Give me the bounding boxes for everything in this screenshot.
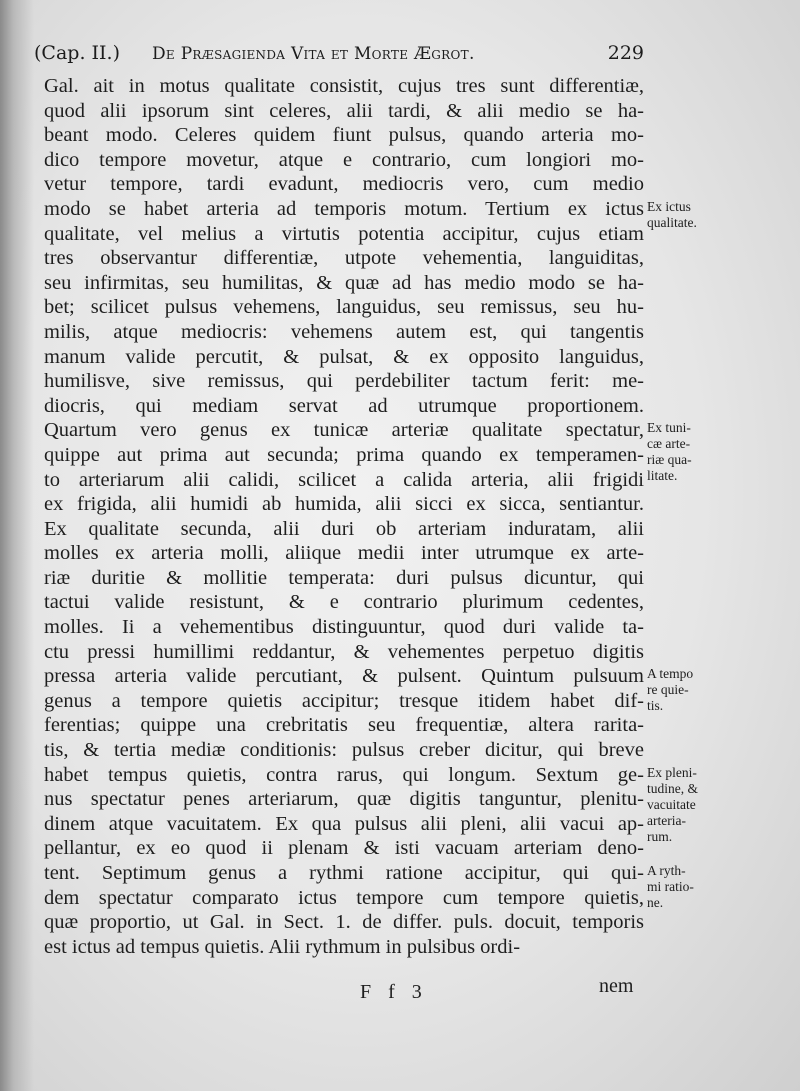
marginal-note-line: litate. xyxy=(647,468,678,484)
marginal-note-line: rum. xyxy=(647,828,673,844)
chapter-reference: (Cap. II.) xyxy=(34,42,120,64)
text-line: manum valide percutit, & pulsat, & ex opposito languidus, xyxy=(44,345,644,368)
text-line: quæ proportio, ut Gal. in Sect. 1. de differ. puls. docuit, temporis xyxy=(44,911,644,934)
signature-mark: F f 3 xyxy=(360,981,428,1003)
marginal-note xyxy=(647,420,787,484)
body-text xyxy=(44,74,644,959)
text-line: habet tempus quietis, contra rarus, qui longum. Sextum ge- xyxy=(44,763,644,786)
marginal-note-line: qualitate. xyxy=(647,215,697,230)
text-line: riæ duritie & mollitie temperata: duri pulsus dicuntur, qui xyxy=(44,566,644,589)
text-line: tent. Septimum genus a rythmi ratione accipitur, qui qui- xyxy=(44,862,644,884)
text-line: ex frigida, alii humidi ab humida, alii sicci ex sicca, sentiantur. xyxy=(44,493,644,516)
text-line: dinem atque vacuitatem. Ex qua pulsus alii pleni, alii vacui ap- xyxy=(44,812,644,835)
text-line: molles ex arteria molli, aliique medii inter utrumque ex arte- xyxy=(44,542,644,565)
text-line: modo se habet arteria ad temporis motum. Tertium ex ictus xyxy=(44,197,644,220)
text-line: Quartum vero genus ex tunicæ arteriæ qualitate spectatur, xyxy=(44,419,644,442)
marginal-note-line: vacuitate xyxy=(647,796,696,812)
text-line: humilisve, sive remissus, qui perdebiliter tactum ferit: me- xyxy=(44,370,644,393)
marginal-note-line: arteria- xyxy=(647,812,686,828)
marginal-note-line: mi ratio- xyxy=(647,879,694,895)
text-line: quod alii ipsorum sint celeres, alii tardi, & alii medio se ha- xyxy=(44,99,644,122)
text-line: qualitate, vel melius a virtutis potentia accipitur, cujus etiam xyxy=(44,222,644,245)
text-line: pressa arteria valide percutiant, & pulsent. Quintum pulsuum xyxy=(44,665,644,688)
text-line: est ictus ad tempus quietis. Alii rythmum in pulsibus ordi- xyxy=(44,935,521,958)
marginal-note-line: re quie- xyxy=(647,682,689,698)
catchword: nem xyxy=(599,975,634,997)
marginal-note-line: A ryth- xyxy=(647,863,686,879)
text-line: Gal. ait in motus qualitate consistit, cujus tres sunt differentiæ, xyxy=(44,75,644,97)
gutter-shadow xyxy=(0,0,34,1091)
marginal-note-line: A tempo xyxy=(647,666,694,682)
text-line: quippe aut prima aut secunda; prima quando ex temperamen- xyxy=(44,443,644,466)
text-line: tres observantur differentiæ, utpote vehementia, languiditas, xyxy=(44,247,644,270)
text-line: Ex qualitate secunda, alii duri ob arteriam induratam, alii xyxy=(44,517,644,540)
text-line: bet; scilicet pulsus vehemens, languidus, seu remissus, seu hu- xyxy=(44,296,644,319)
marginal-note-line: Ex tuni- xyxy=(647,420,691,436)
text-line: milis, atque mediocris: vehemens autem est, qui tangentis xyxy=(44,320,644,343)
text-line: ctu pressi humillimi reddantur, & vehementes perpetuo digitis xyxy=(44,640,644,663)
text-line: tactui valide resistunt, & e contrario plurimum cedentes, xyxy=(44,591,644,614)
text-line: tis, & tertia mediæ conditionis: pulsus creber dicitur, qui breve xyxy=(44,739,644,762)
text-line: beant modo. Celeres quidem fiunt pulsus, quando arteria mo- xyxy=(44,124,644,147)
text-line: seu infirmitas, seu humilitas, & quæ ad has medio modo se ha- xyxy=(44,271,644,294)
running-title: De Præsagienda Vita et Morte Ægrot. xyxy=(152,44,475,64)
text-line: vetur tempore, tardi evadunt, mediocris vero, cum medio xyxy=(44,173,644,196)
text-line: pellantur, ex eo quod ii plenam & isti vacuam arteriam deno- xyxy=(44,837,644,860)
text-line: to arteriarum alii calidi, scilicet a calida arteria, alii frigidi xyxy=(44,468,644,491)
text-line: ferentias; quippe una crebritatis seu frequentiæ, altera rarita- xyxy=(44,714,644,737)
marginal-note-line: tis. xyxy=(647,698,664,714)
marginal-note-line: Ex pleni- xyxy=(647,764,697,780)
marginal-note xyxy=(647,765,787,845)
page-number: 229 xyxy=(607,42,644,64)
marginal-note-line: cæ arte- xyxy=(647,436,691,452)
running-header xyxy=(34,42,644,70)
marginal-note xyxy=(647,666,787,714)
marginal-note xyxy=(647,199,787,231)
marginal-note-line: ne. xyxy=(647,895,664,911)
text-line: dico tempore movetur, atque e contrario, cum longiori mo- xyxy=(44,148,644,171)
marginal-note-line: tudine, & xyxy=(647,780,698,796)
text-line: molles. Ii a vehementibus distinguuntur, quod duri valide ta- xyxy=(44,616,644,639)
marginal-note-line: riæ qua- xyxy=(647,452,692,468)
marginal-note-line: Ex ictus xyxy=(647,199,691,214)
text-line: diocris, qui mediam servat ad utrumque proportionem. xyxy=(44,394,644,417)
text-line: nus spectatur penes arteriarum, quæ digitis tanguntur, plenitu- xyxy=(44,788,644,811)
text-line: dem spectatur comparato ictus tempore cum tempore quietis, xyxy=(44,886,644,909)
marginal-note xyxy=(647,863,787,911)
text-line: genus a tempore quietis accipitur; tresque itidem habet dif- xyxy=(44,689,644,712)
